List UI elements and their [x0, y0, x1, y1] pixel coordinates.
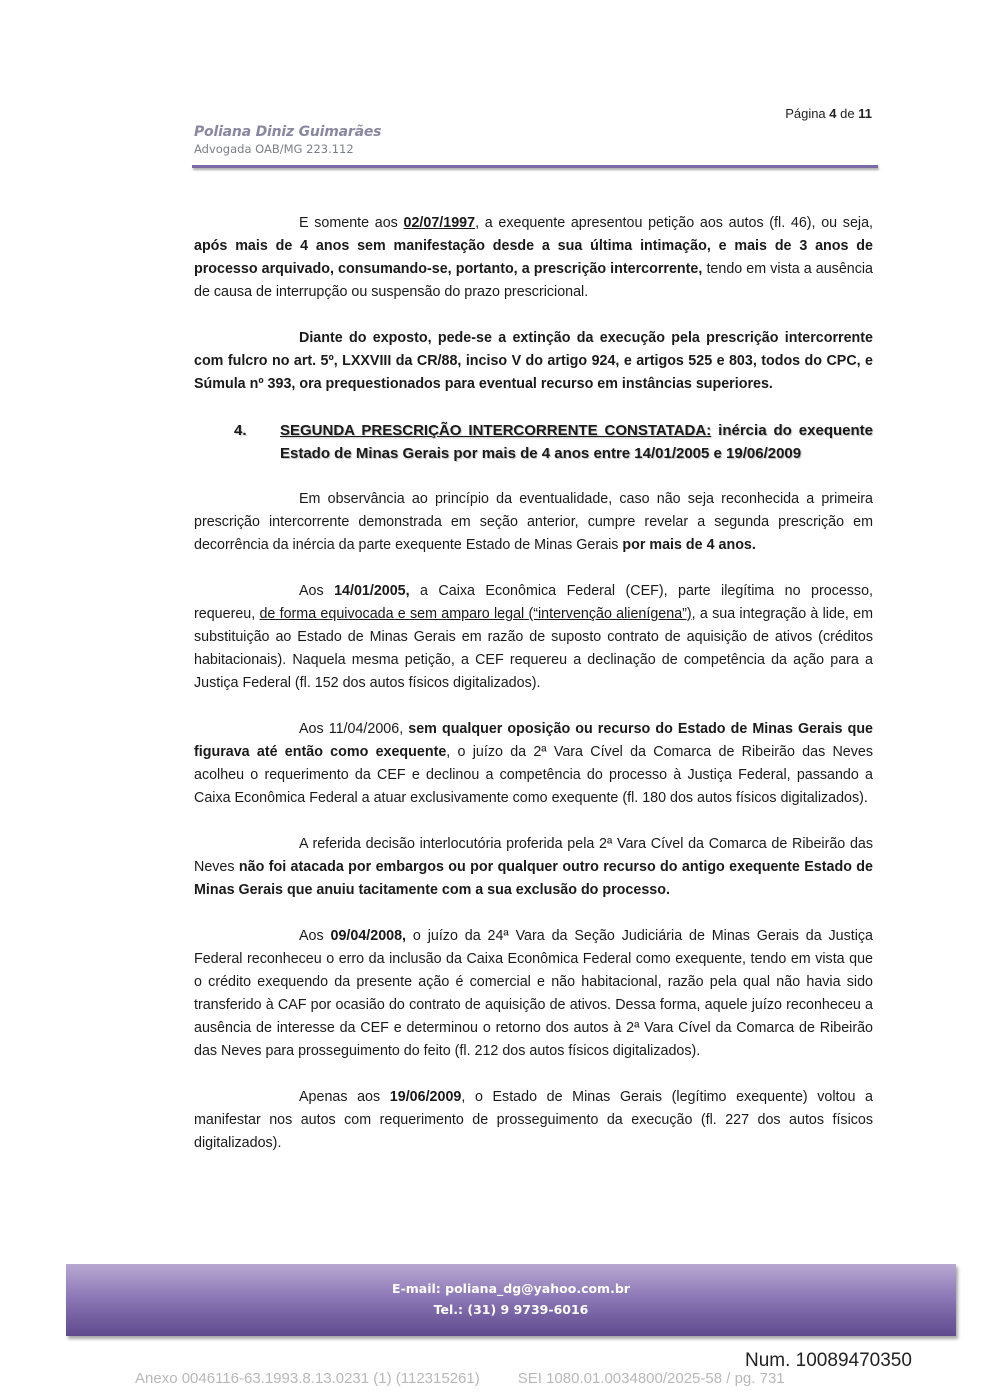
- footer-email: E-mail: poliana_dg@yahoo.com.br: [392, 1281, 630, 1296]
- header-divider: [192, 165, 878, 168]
- footer-phone: Tel.: (31) 9 9739-6016: [433, 1302, 589, 1317]
- page-of: de: [840, 106, 855, 121]
- document-number-stamp: Num. 10089470350: [745, 1350, 912, 1371]
- page-number: [785, 106, 872, 121]
- paragraph-2: Diante do exposto, pede-se a extinção da execução pela prescrição intercorrente com fulcro no art. 5º, LXXVIII da CR/88, inciso V do artigo 924, e artigos 525 e 803, todos do CPC, e Súmula nº 393, ora prequestionados para eventual recurso em instâncias superiores.: [194, 330, 873, 392]
- paragraph-8: Apenas aos 19/06/2009, o Estado de Minas Gerais (legítimo exequente) voltou a manifestar nos autos com requerimento de prosseguimento da execução (fl. 227 dos autos físicos digitalizados).: [194, 1089, 873, 1151]
- section-title: SEGUNDA PRESCRIÇÃO INTERCORRENTE CONSTATADA: inércia do exequente Estado de Minas Gerais por mais de 4 anos entre 14/01/2005 e 19/06/2009: [280, 422, 873, 462]
- paragraph-7: Aos 09/04/2008, o juízo da 24ª Vara da Seção Judiciária de Minas Gerais da Justiça Federal reconheceu o erro da inclusão da Caixa Econômica Federal como exequente, tendo em vista que o crédito exequendo da presente ação é comercial e não habitacional, razão pela qual não havia sido transferido à CAF por ocasião do contrato de aquisição de ativos. Dessa forma, aquele juízo reconheceu a ausência de interesse da CEF e determinou o retorno dos autos à 2ª Vara Cível da Comarca de Ribeirão das Neves para prosseguimento do feito (fl. 212 dos autos físicos digitalizados).: [194, 928, 873, 1059]
- page-prefix: Página: [785, 106, 826, 121]
- document-body: [194, 212, 873, 1178]
- annex-stamp: [135, 1370, 823, 1387]
- footer-banner: [66, 1264, 956, 1336]
- lawyer-registration: Advogada OAB/MG 223.112: [194, 142, 354, 156]
- paragraph-4: Aos 14/01/2005, a Caixa Econômica Federal (CEF), parte ilegítima no processo, requereu, de forma equivocada e sem amparo legal (“intervenção alienígena”), a sua integração à lide, em substituição ao Estado de Minas Gerais em razão de suposto contrato de aquisição de ativos (créditos habitacionais). Naquela mesma petição, a CEF requereu a declinação de competência da ação para a Justiça Federal (fl. 152 dos autos físicos digitalizados).: [194, 583, 874, 691]
- paragraph-1: E somente aos 02/07/1997, a exequente apresentou petição aos autos (fl. 46), ou seja, após mais de 4 anos sem manifestação desde a sua última intimação, e mais de 3 anos de processo arquivado, consumando-se, portanto, a prescrição intercorrente, tendo em vista a ausência de causa de interrupção ou suspensão do prazo prescricional.: [194, 215, 874, 300]
- section-heading-4: [194, 419, 873, 465]
- paragraph-5: Aos 11/04/2006, sem qualquer oposição ou recurso do Estado de Minas Gerais que figurava até então como exequente, o juízo da 2ª Vara Cível da Comarca de Ribeirão das Neves acolheu o requerimento da CEF e declinou a competência do processo à Justiça Federal, passando a Caixa Econômica Federal a atuar exclusivamente como exequente (fl. 180 dos autos físicos digitalizados).: [194, 721, 873, 806]
- sei-reference: SEI 1080.01.0034800/2025-58 / pg. 731: [517, 1370, 785, 1387]
- paragraph-6: A referida decisão interlocutória proferida pela 2ª Vara Cível da Comarca de Ribeirão das Neves não foi atacada por embargos ou por qualquer outro recurso do antigo exequente Estado de Minas Gerais que anuiu tacitamente com a sua exclusão do processo.: [194, 836, 873, 898]
- paragraph-3: Em observância ao princípio da eventualidade, caso não seja reconhecida a primeira prescrição intercorrente demonstrada em seção anterior, cumpre revelar a segunda prescrição em decorrência da inércia da parte exequente Estado de Minas Gerais por mais de 4 anos.: [194, 491, 873, 553]
- section-number: 4.: [234, 422, 247, 439]
- lawyer-name: Poliana Diniz Guimarães: [194, 124, 382, 140]
- annex-reference: Anexo 0046116-63.1993.8.13.0231 (1) (112315261): [135, 1370, 480, 1387]
- letterhead: [194, 124, 381, 156]
- page-current: 4: [829, 106, 837, 121]
- page-total: 11: [858, 106, 872, 121]
